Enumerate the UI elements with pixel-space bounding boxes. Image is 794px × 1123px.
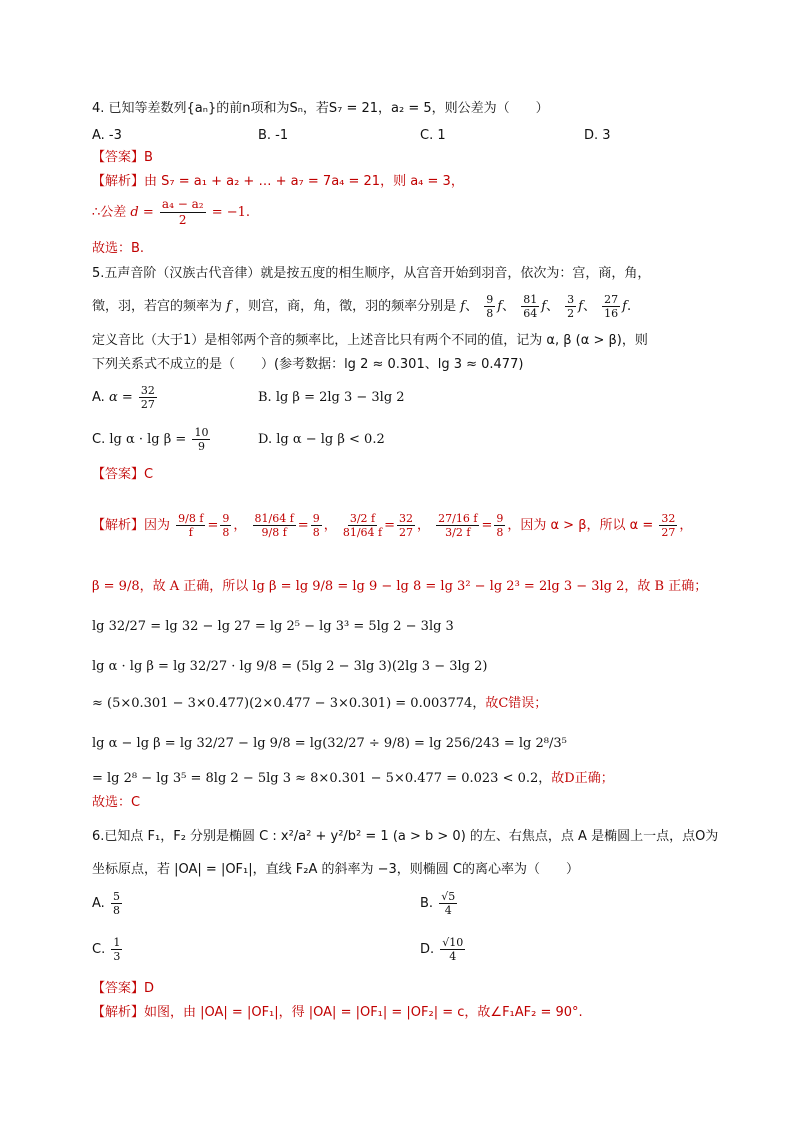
q5-work-4: lg α · lg β = lg 32/27 · lg 9/8 = (5lg 2 − 3lg 3)(2lg 3 − 3lg 2) [92,659,488,674]
q6-stem-line1: 6.已知点 F₁，F₂ 分别是椭圆 C : x²/a² + y²/b² = 1 (a > b > 0) 的左、右焦点，点 A 是椭圆上一点，点O为 [92,829,719,844]
q4-analysis-1 [92,173,464,191]
analysis-math: d = [130,205,154,220]
analysis-label: 【解析】 [92,174,145,189]
q6-option-b: B. $\frac{√5}{4}$ [420,890,456,917]
q6-option-c: C. $\frac{1}{3}$ [92,936,121,963]
fraction-num: a₄ − a₂ [161,197,204,211]
ratio-fraction-1: $\frac{9/8 f}{f}$ [178,512,204,539]
ratio-fraction-4: $\frac{27/16 f}{3/2 f}$ [438,512,478,539]
q5-f: f [226,299,231,314]
q6-option-d: D. $\frac{√10}{4}$ [420,936,464,963]
q6-stem-line2: 坐标原点，若 |OA| = |OF₁|，直线 F₂A 的斜率为 −3，则椭圆 C的离心率为（ ） [92,862,579,877]
q4-stem: 4. 已知等差数列{aₙ}的前n项和为Sₙ，若S₇ = 21，a₂ = 5，则公差为（ ） [92,101,549,116]
q4-option-b: B. -1 [258,128,289,143]
q5-answer: 【答案】C [92,467,154,482]
q5-f: f [460,299,466,314]
q5-analysis-1: 【解析】因为 $\frac{9/8 f}{f}$ = $\frac{9}{8}$ ， $\frac{81/64 f}{9/8 f}$ = $\frac{9}{8}$ ， $\frac{3/2 f}{81/64 f}$ = $\frac{32}{27}$ ， $\frac{27/16 f}{3/2 f}$ = $\frac{9}{8}$ ，因为 α > β，所以 α = $\frac{32}{27}$ ， [92,512,693,539]
answer-label: 【答案】 [92,150,145,165]
q4-analysis-2 [92,196,250,230]
q5-work-5: ≈ (5×0.301 − 3×0.477)(2×0.477 − 3×0.301) = 0.003774，故C错误； [92,696,548,711]
fraction [160,197,206,228]
analysis-prefix: ∴公差 [92,205,127,220]
answer-value: B [144,150,153,165]
fraction-den: 2 [178,213,187,227]
q5-stem-line4: 下列关系式不成立的是（ ）(参考数据：lg 2 ≈ 0.301、lg 3 ≈ 0.477) [92,357,524,372]
freq-ratio-2: $\frac{81}{64}$ [523,293,538,320]
q4-option-d: D. 3 [584,128,611,143]
freq-ratio-4: $\frac{27}{16}$ [604,293,619,320]
freq-ratio-1: $\frac{9}{8}$ [486,293,494,320]
analysis-math: = −1. [211,205,251,220]
q5-option-d: D. lg α − lg β < 0.2 [258,432,385,447]
sep: 、 [465,299,479,314]
q6-analysis-1: 【解析】如图，由 |OA| = |OF₁|，得 |OA| = |OF₁| = |OF₂| = c，故∠F₁AF₂ = 90°. [92,1005,583,1020]
q4-option-a: A. -3 [92,128,122,143]
q5-stem-line2: 徵，羽，若宫的频率为 f ，则宫，商，角，徵，羽的频率分别是 f、 $\frac{9}{8}$ f、 $\frac{81}{64}$ f、 $\frac{3}{2}$ f、 $\frac{27}{16}$ f. [92,293,632,320]
q5-work-6: lg α − lg β = lg 32/27 − lg 9/8 = lg(32/27 ÷ 9/8) = lg 256/243 = lg 2⁸/3⁵ [92,736,567,751]
q5-stem-line1: 5.五声音阶（汉族古代音律）就是按五度的相生顺序，从宫音开始到羽音，依次为：宫，商，角， [92,266,651,281]
q5-stem-line3: 定义音比（大于1）是相邻两个音的频率比，上述音比只有两个不同的值，记为 α, β (α > β)，则 [92,333,648,348]
ratio-fraction-2: $\frac{81/64 f}{9/8 f}$ [254,512,294,539]
freq-ratio-3: $\frac{3}{2}$ [567,293,575,320]
q4-answer [92,149,153,167]
q5-work-2: β = 9/8，故 A 正确，所以 lg β = lg 9/8 = lg 9 − lg 8 = lg 3² − lg 2³ = 2lg 3 − 3lg 2，故 B 正确； [92,579,708,594]
q5-option-b: B. lg β = 2lg 3 − 3lg 2 [258,390,405,405]
q5-conclusion: 故选：C [92,795,141,810]
q5-stem-text: 徵，羽，若宫的频率为 [92,299,223,314]
q4-option-c: C. 1 [420,128,446,143]
q5-work-3: lg 32/27 = lg 32 − lg 27 = lg 2⁵ − lg 3³ = 5lg 2 − 3lg 3 [92,619,454,634]
q5-option-c: C. lg α · lg β = $\frac{10}{9}$ [92,426,209,453]
q6-answer: 【答案】D [92,981,155,996]
analysis-text: 由 S₇ = a₁ + a₂ + … + a₇ = 7a₄ = 21，则 a₄ = 3， [144,174,464,189]
ratio-fraction-3: $\frac{3/2 f}{81/64 f}$ [342,512,383,539]
q6-option-a: A. $\frac{5}{8}$ [92,890,120,917]
q5-option-a: A. α = $\frac{32}{27}$ [92,384,155,411]
q4-conclusion: 故选：B. [92,241,145,256]
q5-work-7: = lg 2⁸ − lg 3⁵ = 8lg 2 − 5lg 3 ≈ 8×0.301 − 5×0.477 = 0.023 < 0.2，故D正确； [92,771,614,786]
q5-stem-text: ，则宫，商，角，徵，羽的频率分别是 [235,299,457,314]
